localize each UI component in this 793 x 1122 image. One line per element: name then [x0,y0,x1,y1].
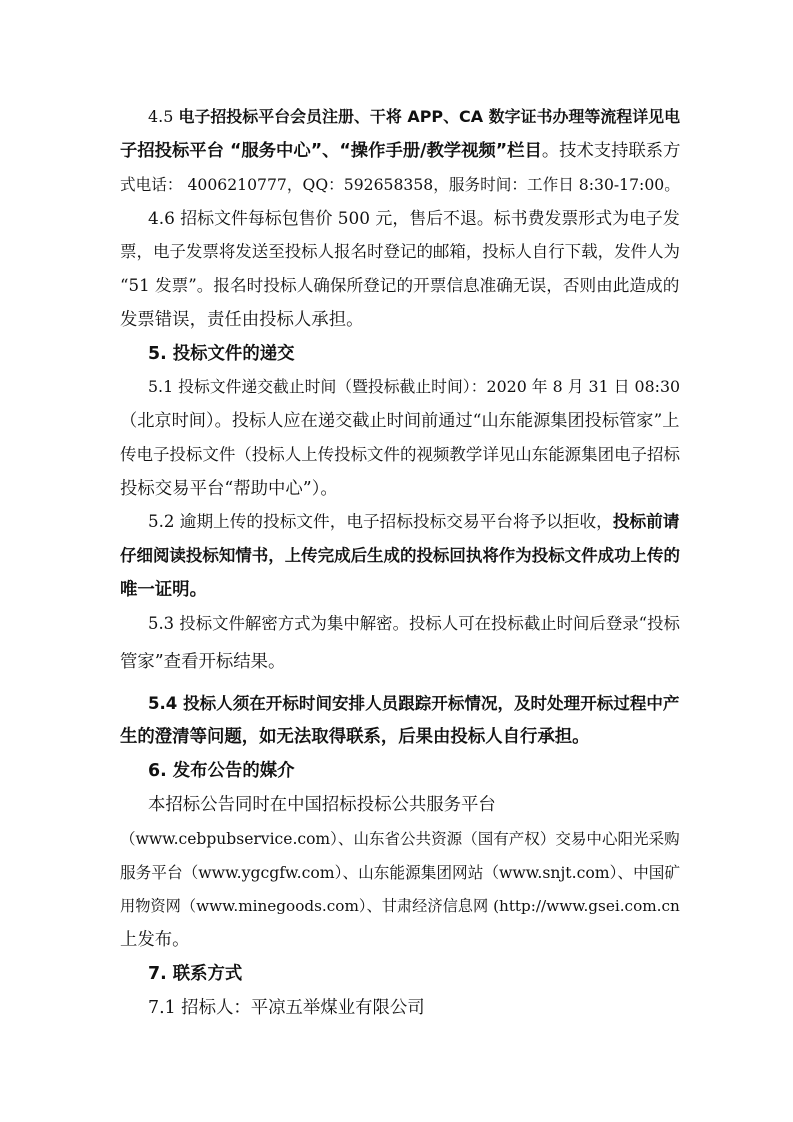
para-5-2-line-3: 唯一证明。 [120,580,207,600]
para-6-line-3: 服务平台（www.ygcgfw.com）、山东能源集团网站（www.snjt.com）、中国矿 [120,863,681,882]
para-4-5-bold-2: 子招投标平台 “服务中心”、“操作手册/教学视频”栏目 [120,141,542,161]
para-6-line-4: 用物资网（www.minegoods.com）、甘肃经济信息网 (http://www.gsei.com.cn [120,897,680,915]
para-5-1-line-2: （北京时间）。投标人应在递交截止时间前通过“山东能源集团投标管家”上 [120,411,680,431]
para-4-6-line-2: 票，电子发票将发送至投标人报名时登记的邮箱，投标人自行下载，发件人为 [120,242,680,261]
para-5-4-line-2: 生的澄清等问题，如无法取得联系，后果由投标人自行承担。 [120,727,590,747]
para-4-6-line-3: “51 发票”。报名时投标人确保所登记的开票信息准确无误，否则由此造成的 [120,276,680,295]
para-5-1-line-3: 传电子投标文件（投标人上传投标文件的视频教学详见山东能源集团电子招标 [120,445,680,464]
para-4-6-line-1: 4.6 招标文件每标包售价 500 元，售后不退。标书费发票形式为电子发 [148,208,680,228]
para-5-3-line-1: 5.3 投标文件解密方式为集中解密。投标人可在投标截止时间后登录“投标 [148,614,680,633]
para-4-5-plain-2: 。技术支持联系方 [541,141,681,161]
section-heading-5: 5. 投标文件的递交 [148,344,295,364]
para-4-5-line-3: 式电话： 4006210777，QQ：592658358，服务时间：工作日 8:30-17:00。 [120,175,680,194]
section-heading-6: 6. 发布公告的媒介 [148,761,295,781]
para-5-2-line-1 [148,511,679,533]
para-6-line-1: 本招标公告同时在中国招标投标公共服务平台 [148,795,496,815]
para-5-2-bold-1: 投标前请 [612,512,680,531]
para-5-3-line-2: 管家”查看开标结果。 [120,652,286,672]
para-6-line-5: 上发布。 [120,930,190,950]
para-4-6-line-4: 发票错误，责任由投标人承担。 [120,310,364,330]
para-5-2-plain-1: 5.2 逾期上传的投标文件，电子招标投标交易平台将予以拒收， [148,512,613,531]
para-4-5-line-1 [148,106,680,128]
para-7-1: 7.1 招标人：平凉五举煤业有限公司 [148,998,425,1018]
para-5-1-line-4: 投标交易平台“帮助中心”）。 [120,479,338,499]
para-4-5-bold-1: 电子招投标平台会员注册、干将 APP、CA 数字证书办理等流程详见电 [178,107,681,126]
para-4-5-prefix: 4.5 [148,107,179,126]
para-4-5-line-2 [120,140,680,162]
para-5-1-line-1: 5.1 投标文件递交截止时间（暨投标截止时间）：2020 年 8 月 31 日 08:30 [148,377,681,396]
section-heading-7: 7. 联系方式 [148,964,243,984]
para-5-4-line-1: 5.4 投标人须在开标时间安排人员跟踪开标情况，及时处理开标过程中产 [148,694,680,713]
para-6-line-2: （www.cebpubservice.com）、山东省公共资源（国有产权）交易中心阳光采购 [120,830,680,848]
para-5-2-line-2: 仔细阅读投标知情书，上传完成后生成的投标回执将作为投标文件成功上传的 [120,546,680,565]
